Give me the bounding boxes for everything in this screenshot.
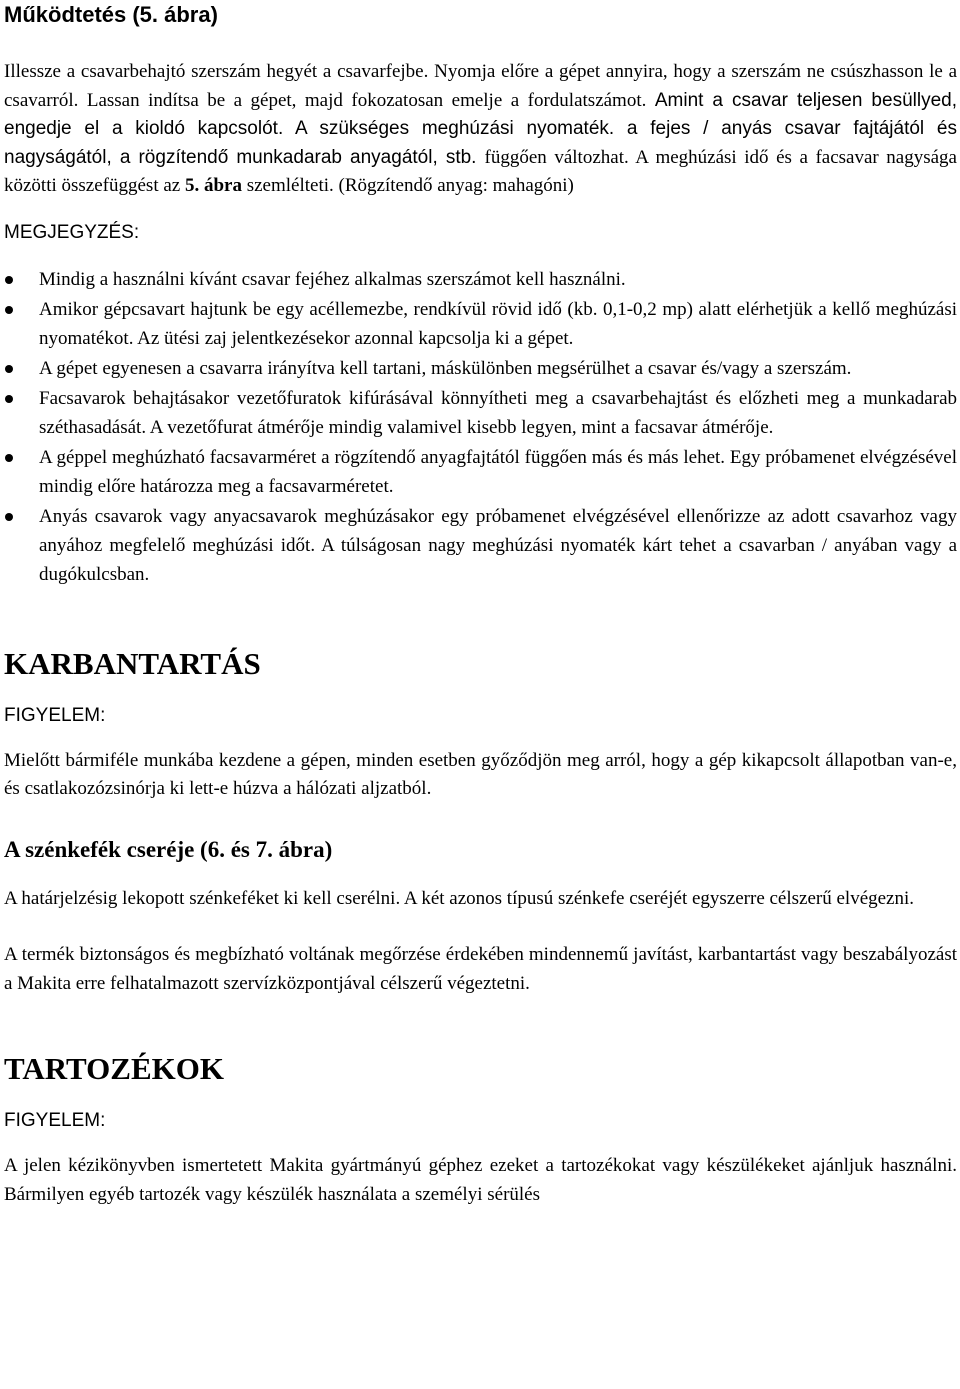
note-text: A gépet egyenesen a csavarra irányítva kell tartani, máskülönben megsérülhet a csavar és/vagy a szerszám. [39, 357, 852, 379]
note-text: Facsavarok behajtásakor vezetőfuratok kifúrásával könnyítheti meg a csavarbehajtást és előzheti meg a munkadarab széthasadását. A vezetőfurat átmérője mindig valamivel kisebb legyen, mint a facsavar átmérője. [39, 387, 957, 438]
note-text: A géppel meghúzható facsavarméret a rögzítendő anyagfajtától függően más és más lehet. Egy próbamenet elvégzésével mindig előre határozza meg a facsavarméretet. [39, 446, 957, 497]
note-text: Mindig a használni kívánt csavar fejéhez alkalmas szerszámot kell használni. [39, 268, 626, 290]
note-text: Amikor gépcsavart hajtunk be egy acéllemezbe, rendkívül rövid idő (kb. 0,1-0,2 mp) alatt elérhetjük a kellő meghúzási nyomatékot. Az ütési zaj jelentkezésekor azonnal kapcsolja ki a gépet. [39, 298, 957, 349]
list-item [4, 384, 957, 442]
accessories-warning-text: A jelen kézikönyvben ismertetett Makita gyártmányú géphez ezeket a tartozékokat vagy készülékeket ajánljuk használni. Bármilyen egyéb tartozék vagy készülék használata a személyi sérülés [4, 1155, 957, 1205]
maintenance-warning-text: Mielőtt bármiféle munkába kezdene a gépen, minden esetben győződjön meg arról, hogy a gép kikapcsolt állapotban van-e, és csatlakozózsinórja ki lett-e húzva a hálózati aljzatból. [4, 749, 957, 799]
maintenance-heading: KARBANTARTÁS [4, 645, 261, 681]
bullet-icon [5, 513, 13, 521]
list-item [4, 265, 957, 294]
bullet-icon [5, 395, 13, 403]
brush-paragraph-2: A termék biztonságos és megbízható voltának megőrzése érdekében mindennemű javítást, karbantartást vagy beszabályozást a Makita erre felhatalmazott szervízközpontjával célszerű végeztetni. [4, 944, 957, 994]
operation-text-part2: Amint a csavar teljesen besüllyed, engedje el a kioldó kapcsolót. A szükséges meghúzási nyomaték. a fejes / anyás csavar fajtájától és nagyságától, a rögzítendő munkadarab anyagától, stb. [4, 89, 957, 168]
operation-text-part1: Illessze a csavarbehajtó szerszám hegyét a csavarfejbe. Nyomja előre a gépet annyira, hogy a szerszám ne csúszhasson le a csavarról. Lassan indítsa be a gépet, majd fokozatosan emelje a fordulatszámot. [4, 61, 957, 111]
list-item [4, 502, 957, 589]
brush-paragraph-1: A határjelzésig lekopott szénkeféket ki kell cserélni. A két azonos típusú szénkefe cseréjét egyszerre célszerű elvégezni. [4, 887, 915, 909]
brush-replacement-heading: A szénkefék cseréje (6. és 7. ábra) [4, 836, 333, 862]
bullet-icon [5, 454, 13, 462]
list-item [4, 295, 957, 353]
operation-heading: Működtetés (5. ábra) [4, 2, 218, 27]
manual-page [4, 0, 957, 1209]
list-item [4, 354, 957, 383]
bullet-icon [5, 276, 13, 284]
operation-paragraph [4, 58, 957, 201]
operation-text-part3: függően változhat. A meghúzási idő és a facsavar nagysága közötti összefüggést az [4, 146, 957, 196]
maintenance-warning-label: FIGYELEM: [4, 704, 106, 726]
note-label: MEGJEGYZÉS: [4, 221, 140, 243]
accessories-warning-label: FIGYELEM: [4, 1110, 106, 1131]
figure-reference: 5. ábra [184, 175, 242, 196]
accessories-heading: TARTOZÉKOK [4, 1051, 224, 1086]
bullet-icon [5, 306, 13, 314]
note-text: Anyás csavarok vagy anyacsavarok meghúzásakor egy próbamenet elvégzésével ellenőrizze az adott csavarhoz vagy anyához megfelelő meghúzási időt. A túlságosan nagy meghúzási nyomaték kárt tehet a csavarban / anyában vagy a dugókulcsban. [39, 505, 957, 585]
list-item [4, 443, 957, 501]
notes-list [4, 265, 957, 589]
bullet-icon [5, 365, 13, 373]
operation-text-part4: szemlélteti. (Rögzítendő anyag: mahagóni) [241, 175, 574, 196]
